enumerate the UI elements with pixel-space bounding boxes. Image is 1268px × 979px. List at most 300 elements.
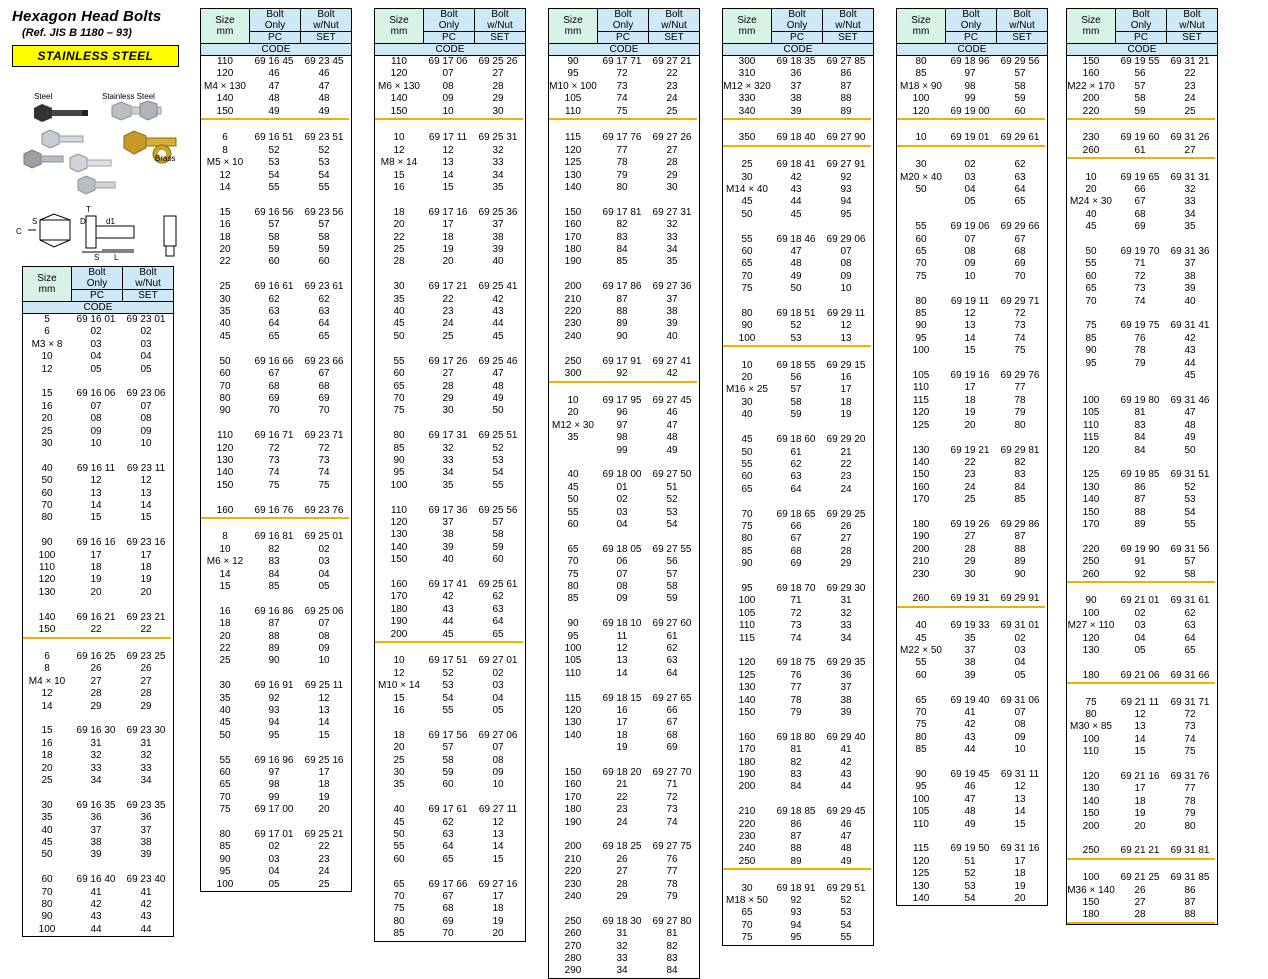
table-row — [375, 81, 523, 93]
cell-set-code: 62 — [1184, 607, 1196, 619]
cell-size: 150 — [1082, 897, 1100, 909]
table-row — [723, 246, 871, 258]
row-spacer — [201, 492, 349, 504]
table-row — [1067, 721, 1215, 733]
cell-set-code: 63 — [492, 603, 504, 615]
cell-size: 20 — [567, 407, 579, 419]
cell-pc-code: 14 — [1134, 733, 1146, 745]
cell-pc-code: 69 21 11 — [1120, 696, 1160, 708]
cell-set-code: 69 27 50 — [652, 469, 692, 481]
cell-pc-code: 69 18 35 — [776, 56, 816, 67]
cell-set-code: 26 — [840, 520, 852, 532]
th-mm: mm — [564, 26, 582, 37]
cell-pc-code: 27 — [442, 368, 454, 380]
table-row — [23, 587, 171, 599]
cell-pc-code: 69 21 01 — [1120, 595, 1160, 607]
table-row — [549, 207, 697, 219]
cell-size: 150 — [564, 206, 582, 218]
cell-pc-code: 53 — [268, 157, 280, 169]
row-spacer — [1067, 657, 1215, 669]
cell-set-code: 64 — [666, 667, 678, 679]
row-spacer — [897, 119, 1045, 132]
table-row — [201, 467, 349, 479]
cell-set-code: 19 — [492, 915, 504, 927]
cell-set-code: 12 — [140, 475, 152, 487]
table-row — [375, 467, 523, 479]
cell-set-code: 09 — [1014, 731, 1026, 743]
table-row — [549, 779, 697, 791]
table-row — [723, 159, 871, 171]
cell-size: 100 — [912, 793, 930, 805]
cell-size: 140 — [38, 611, 56, 623]
th-bolt-only: Bolt Only — [772, 9, 823, 32]
cell-pc-code: 08 — [90, 413, 102, 425]
cell-size: 170 — [564, 791, 582, 803]
cell-size: 12 — [393, 144, 405, 156]
cell-size: 105 — [738, 607, 756, 619]
table-row — [375, 381, 523, 393]
table-row — [897, 407, 1045, 419]
table-row — [375, 505, 523, 517]
row-spacer — [23, 713, 171, 725]
table-row — [375, 331, 523, 343]
table-row — [23, 438, 171, 450]
cell-set-code: 69 31 31 — [1170, 171, 1210, 183]
cell-set-code: 81 — [666, 928, 678, 940]
cell-set-code: 18 — [318, 779, 330, 791]
cell-pc-code: 69 18 55 — [776, 359, 816, 371]
cell-pc-code: 18 — [1134, 795, 1146, 807]
cell-set-code: 33 — [840, 620, 852, 632]
cell-pc-code: 68 — [442, 903, 454, 915]
table-row — [375, 256, 523, 268]
cell-set-code: 69 31 21 — [1170, 56, 1210, 67]
cell-pc-code: 84 — [1134, 432, 1146, 444]
cell-pc-code: 96 — [616, 407, 628, 419]
table-row — [23, 676, 171, 688]
cell-set-code: 29 — [140, 700, 152, 712]
cell-size: 85 — [393, 928, 405, 940]
cell-size: 130 — [564, 169, 582, 181]
table-row — [201, 879, 349, 891]
th-bolt-only: Bolt Only — [424, 9, 475, 32]
row-spacer — [201, 817, 349, 829]
cell-set-code: 68 — [318, 380, 330, 392]
cell-set-code: 77 — [666, 866, 678, 878]
cell-set-code: 63 — [318, 306, 330, 318]
cell-size: 45 — [393, 318, 405, 330]
cell-size: 190 — [738, 769, 756, 780]
cell-pc-code: 33 — [90, 762, 102, 774]
cell-set-code: 93 — [840, 184, 852, 196]
table-row — [723, 595, 871, 607]
cell-size: 6 — [44, 650, 50, 662]
cell-pc-code: 23 — [616, 804, 628, 816]
table-row — [723, 682, 871, 694]
cell-size: 115 — [739, 632, 755, 644]
cell-pc-code: 98 — [616, 432, 628, 444]
table-row — [201, 717, 349, 729]
cell-pc-code: 62 — [268, 293, 280, 305]
cell-pc-code: 42 — [442, 591, 454, 603]
table-row — [1067, 845, 1215, 858]
table-row — [1067, 221, 1215, 233]
row-spacer — [201, 194, 349, 206]
table-row — [549, 866, 697, 878]
cell-set-code: 69 — [318, 392, 330, 404]
cell-size: 140 — [738, 694, 756, 706]
cell-pc-code: 42 — [964, 719, 976, 731]
th-set: SET — [823, 32, 874, 44]
table-row — [897, 184, 1045, 196]
cell-pc-code: 56 — [1134, 68, 1146, 80]
cell-pc-code: 09 — [442, 93, 454, 105]
table-row — [201, 306, 349, 318]
cell-pc-code: 69 17 36 — [428, 504, 468, 516]
cell-pc-code: 43 — [964, 731, 976, 743]
cell-set-code: 72 — [1184, 708, 1196, 720]
cell-pc-code: 65 — [268, 330, 280, 342]
cell-set-code: 45 — [492, 330, 504, 342]
cell-set-code: 09 — [840, 270, 852, 282]
table-row — [375, 56, 523, 68]
cell-set-code: 54 — [666, 518, 678, 530]
cell-set-code: 53 — [840, 907, 852, 919]
cell-set-code: 59 — [1014, 93, 1026, 105]
cell-size: 22 — [393, 231, 405, 243]
bolt-table-col5 — [896, 8, 1048, 906]
cell-pc-code: 23 — [964, 469, 976, 481]
cell-set-code: 34 — [1184, 208, 1196, 220]
row-spacer — [23, 862, 171, 874]
table-row — [723, 546, 871, 558]
cell-set-code: 69 29 81 — [1000, 444, 1040, 456]
cell-size: 300 — [738, 56, 756, 67]
table-row — [549, 705, 697, 717]
cell-size: 65 — [393, 878, 405, 890]
cell-pc-code: 44 — [90, 923, 102, 935]
cell-pc-code: 39 — [442, 541, 454, 553]
cell-size: 150 — [1082, 506, 1100, 518]
row-spacer — [23, 450, 171, 462]
cell-set-code: 72 — [666, 791, 678, 803]
cell-pc-code: 69 19 11 — [950, 295, 990, 307]
cell-set-code: 19 — [1014, 880, 1026, 892]
table-row — [375, 742, 523, 754]
cell-pc-code: 45 — [423, 629, 473, 642]
cell-set-code: 35 — [492, 182, 504, 194]
table-row — [1067, 821, 1215, 833]
table-row — [375, 928, 523, 940]
th-size: Size — [911, 15, 931, 26]
cell-size: 35 — [393, 779, 405, 791]
cell-size: 170 — [564, 231, 582, 243]
cell-set-code: 42 — [492, 293, 504, 305]
table-row — [723, 471, 871, 483]
table-row — [1067, 494, 1215, 506]
cell-set-code: 10 — [140, 438, 152, 450]
row-spacer — [1067, 531, 1215, 543]
cell-set-code: 05 — [140, 363, 152, 375]
cell-set-code: 10 — [840, 283, 852, 295]
cell-set-code: 28 — [492, 80, 504, 92]
table-row — [723, 843, 871, 855]
table-row — [723, 633, 871, 645]
cell-size: 95 — [915, 332, 927, 344]
cell-set-code: 75 — [1014, 345, 1026, 357]
th-size: Size — [563, 15, 583, 26]
cell-set-code: 69 31 01 — [1000, 620, 1040, 632]
row-spacer — [897, 358, 1045, 370]
cell-pc-code: 69 18 65 — [776, 508, 816, 520]
row-spacer — [201, 343, 349, 355]
cell-pc-code: 54 — [442, 692, 454, 704]
cell-size: 200 — [1082, 820, 1100, 832]
cell-pc-code: 69 19 16 — [950, 370, 990, 382]
cell-pc-code: 88 — [1134, 506, 1146, 518]
cell-pc-code: 31 — [90, 737, 102, 749]
col2-rows — [374, 56, 526, 942]
cell-size: 180 — [1067, 909, 1115, 922]
cell-pc-code: 69 18 40 — [771, 132, 821, 145]
cell-pc-code: 12 — [616, 642, 628, 654]
table-row — [1067, 620, 1215, 632]
cell-size: 18 — [219, 618, 231, 630]
cell-set-code: 70 — [318, 405, 330, 417]
cell-set-code: 69 — [1014, 258, 1026, 270]
table-row — [897, 395, 1045, 407]
cell-size: 65 — [915, 246, 927, 258]
cell-pc-code: 84 — [616, 244, 628, 256]
row-spacer — [1067, 158, 1215, 171]
cell-pc-code: 15 — [442, 182, 454, 194]
cell-pc-code: 24 — [616, 816, 628, 828]
cell-set-code: 18 — [492, 903, 504, 915]
table-row — [23, 364, 171, 376]
cell-set-code: 63 — [1184, 620, 1196, 632]
cell-pc-code: 02 — [268, 841, 280, 853]
table-row — [723, 907, 871, 919]
table-row — [549, 306, 697, 318]
standard-reference: (Ref. JIS B 1180 – 93) — [22, 27, 132, 39]
th-mm: mm — [912, 26, 930, 37]
table-row — [549, 244, 697, 256]
cell-set-code: 69 25 51 — [478, 430, 518, 442]
cell-pc-code: 89 — [616, 318, 628, 330]
cell-pc-code: 69 18 30 — [602, 915, 642, 927]
cell-pc-code: 17 — [1134, 783, 1146, 795]
table-row — [1067, 569, 1215, 582]
cell-size: 160 — [564, 219, 582, 231]
row-spacer — [897, 283, 1045, 295]
table-row — [375, 430, 523, 442]
table-row — [375, 232, 523, 244]
cell-set-code: 18 — [1014, 868, 1026, 880]
cell-pc-code: 69 17 86 — [602, 281, 642, 293]
cell-set-code: 69 29 66 — [1000, 221, 1040, 233]
cell-size: 75 — [915, 270, 927, 282]
cell-size: 140 — [564, 182, 582, 194]
th-code: CODE — [375, 44, 526, 56]
cell-size: 90 — [915, 320, 927, 332]
cell-size: 80 — [393, 915, 405, 927]
cell-pc-code: 74 — [1134, 295, 1146, 307]
cell-set-code: 68 — [666, 729, 678, 741]
table-row — [723, 695, 871, 707]
table-row — [897, 732, 1045, 744]
table-row — [201, 281, 349, 293]
table-row — [549, 294, 697, 306]
cell-set-code: 58 — [1165, 569, 1215, 582]
cell-size: 75 — [393, 903, 405, 915]
cell-pc-code: 71 — [1134, 258, 1146, 270]
cell-set-code: 24 — [840, 483, 852, 495]
cell-pc-code: 67 — [268, 368, 280, 380]
cell-pc-code: 22 — [71, 624, 121, 637]
cell-size: 55 — [915, 657, 927, 669]
table-row — [549, 519, 697, 531]
row-spacer — [375, 418, 523, 430]
cell-size: 120 — [390, 68, 408, 80]
cell-pc-code: 93 — [790, 907, 802, 919]
table-row — [723, 372, 871, 384]
cell-set-code: 57 — [666, 568, 678, 580]
table-row — [23, 413, 171, 425]
th-set: SET — [301, 32, 352, 44]
cell-set-code: 29 — [666, 169, 678, 181]
cell-pc-code: 91 — [1134, 556, 1146, 568]
table-row — [1067, 771, 1215, 783]
cell-size: M18 × 90 — [900, 80, 942, 92]
cell-size: 70 — [741, 508, 753, 520]
table-row — [201, 480, 349, 492]
cell-pc-code: 46 — [268, 68, 280, 80]
table-row — [375, 817, 523, 829]
cell-size: M18 × 50 — [726, 895, 768, 907]
table-row — [897, 645, 1045, 657]
cell-size: 55 — [219, 754, 231, 766]
cell-size: 100 — [723, 333, 771, 346]
cell-pc-code: 59 — [268, 244, 280, 256]
cell-pc-code: 69 17 21 — [428, 281, 468, 293]
cell-size: 40 — [567, 469, 579, 481]
cell-pc-code: 69 19 75 — [1120, 320, 1160, 332]
table-row — [375, 705, 523, 717]
cell-pc-code: 84 — [1134, 444, 1146, 456]
cell-size: 130 — [1082, 481, 1100, 493]
cell-size: 70 — [219, 791, 231, 803]
cell-pc-code: 70 — [442, 928, 454, 940]
table-row — [897, 258, 1045, 270]
cell-pc-code: 26 — [1134, 884, 1146, 896]
cell-size: 80 — [219, 392, 231, 404]
cell-pc-code: 72 — [268, 442, 280, 454]
cell-set-code: 69 31 06 — [1000, 694, 1040, 706]
cell-size: M4 × 10 — [28, 675, 66, 687]
cell-set-code: 09 — [318, 642, 330, 654]
bolt-table-left — [22, 266, 174, 937]
col5-rows — [896, 56, 1048, 906]
table-row — [1067, 283, 1215, 295]
th-pc: PC — [598, 32, 649, 44]
cell-pc-code: 69 18 00 — [602, 469, 642, 481]
cell-size: 16 — [219, 219, 231, 231]
cell-pc-code: 18 — [90, 562, 102, 574]
cell-set-code: 87 — [1184, 897, 1196, 909]
cell-pc-code: 69 19 60 — [1120, 132, 1160, 144]
cell-size: 210 — [564, 293, 582, 305]
cell-pc-code: 72 — [1134, 270, 1146, 282]
cell-set-code: 48 — [666, 432, 678, 444]
cell-size: 300 — [549, 368, 597, 381]
cell-pc-code: 69 18 70 — [776, 582, 816, 594]
table-row — [723, 757, 871, 769]
cell-size: 180 — [564, 244, 582, 256]
cell-size: 110 — [565, 667, 581, 679]
cell-size: 25 — [393, 754, 405, 766]
cell-pc-code: 53 — [964, 880, 976, 892]
table-row — [201, 219, 349, 231]
cell-set-code: 53 — [492, 454, 504, 466]
cell-set-code: 32 — [140, 750, 152, 762]
cell-set-code: 17 — [492, 891, 504, 903]
cell-set-code: 65 — [1014, 196, 1026, 208]
cell-set-code: 20 — [492, 928, 504, 940]
cell-pc-code: 69 21 25 — [1120, 872, 1160, 884]
svg-text:S: S — [32, 217, 38, 226]
cell-set-code: 69 29 76 — [1000, 370, 1040, 382]
cell-size: 120 — [390, 516, 408, 528]
table-row — [897, 271, 1045, 283]
table-row — [723, 831, 871, 843]
cell-set-code: 10 — [492, 779, 504, 791]
cell-set-code: 03 — [318, 556, 330, 568]
cell-size: 80 — [741, 308, 753, 320]
cell-pc-code: 27 — [964, 531, 976, 543]
cell-size: 50 — [915, 184, 927, 196]
cell-size: 65 — [915, 694, 927, 706]
cell-set-code: 69 29 40 — [826, 731, 866, 743]
table-row — [375, 616, 523, 628]
cell-size: 45 — [393, 816, 405, 828]
cell-size: 240 — [564, 330, 582, 342]
cell-set-code: 65 — [1184, 644, 1196, 656]
table-row — [723, 360, 871, 372]
cell-pc-code: 69 — [268, 392, 280, 404]
th-mm: mm — [216, 26, 234, 37]
cell-size — [897, 196, 945, 208]
cell-pc-code: 69 18 91 — [776, 882, 816, 894]
svg-text:L: L — [114, 253, 119, 262]
cell-pc-code: 85 — [616, 256, 628, 268]
table-row — [1067, 469, 1215, 481]
cell-pc-code: 69 18 51 — [776, 308, 816, 320]
cell-size: 14 — [41, 700, 53, 712]
table-row — [549, 219, 697, 231]
cell-pc-code: 69 16 86 — [254, 605, 294, 617]
table-row — [897, 893, 1045, 905]
row-spacer — [897, 209, 1045, 221]
th-bolt-only: Bolt Only — [72, 267, 123, 290]
cell-set-code: 40 — [1184, 295, 1196, 307]
table-row — [549, 407, 697, 419]
cell-size: 16 — [393, 705, 405, 716]
table-row — [23, 463, 171, 475]
row-spacer — [723, 571, 871, 583]
table-row — [201, 405, 349, 417]
cell-size: 80 — [915, 56, 927, 67]
cell-set-code: 69 29 15 — [826, 359, 866, 371]
